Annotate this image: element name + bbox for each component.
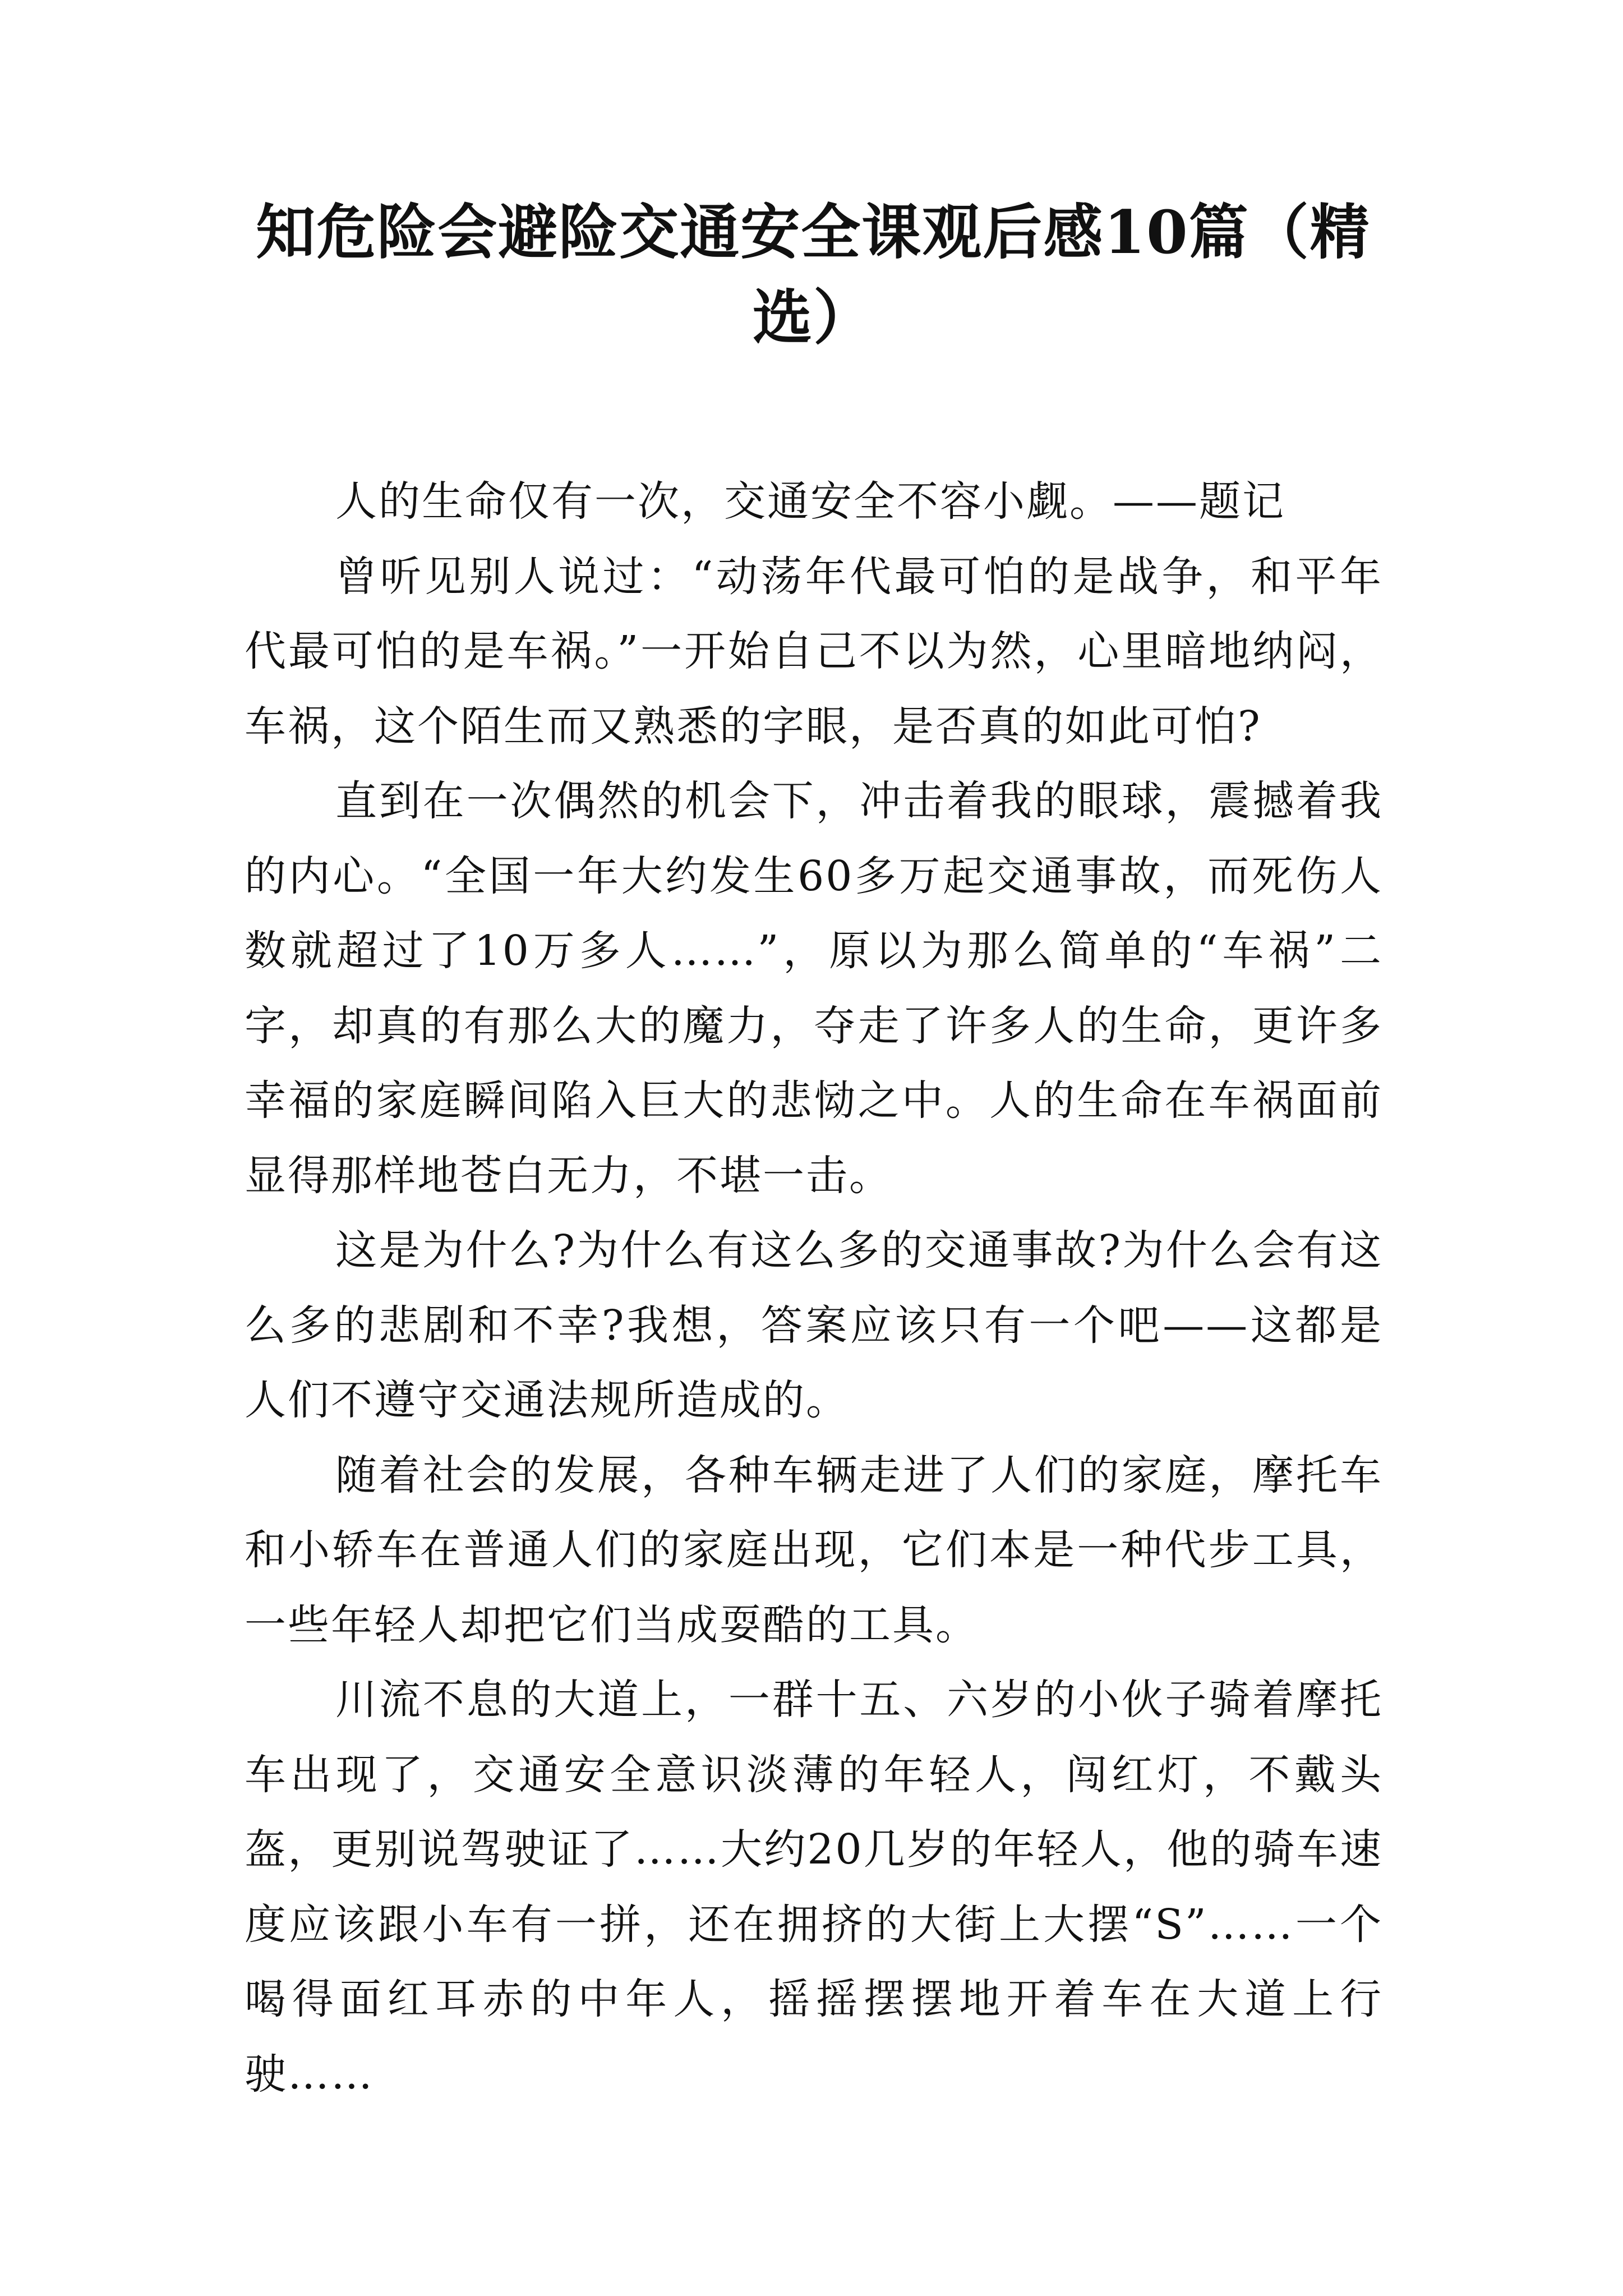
paragraph: 随着社会的发展，各种车辆走进了人们的家庭，摩托车和小轿车在普通人们的家庭出现，它们本是一种代步工具，一些年轻人却把它们当成耍酷的工具。 (245, 1451, 1383, 1649)
document-title: 知危险会避险交通安全课观后感10篇（精选） (256, 197, 1371, 352)
paragraph: 川流不息的大道上，一群十五、六岁的小伙子骑着摩托车出现了，交通安全意识淡薄的年轻人，闯红灯，不戴头盔，更别说驾驶证了……大约20几岁的年轻人，他的骑车速度应该跟小车有一拼，还在拥挤的大街上大摆“S”……一个喝得面红耳赤的中年人，摇摇摆摆地开着车在大道上行驶…… (245, 1676, 1383, 2099)
paragraph: 这是为什么?为什么有这么多的交通事故?为什么会有这么多的悲剧和不幸?我想，答案应该只有一个吧——这都是人们不遵守交通法规所造成的。 (245, 1226, 1383, 1424)
paragraph: 直到在一次偶然的机会下，冲击着我的眼球，震撼着我的内心。“全国一年大约发生60多万起交通事故，而死伤人数就超过了10万多人……”，原以为那么简单的“车祸”二字，却真的有那么大的魔力，夺走了许多人的生命，更许多幸福的家庭瞬间陷入巨大的悲恸之中。人的生命在车祸面前显得那样地苍白无力，不堪一击。 (245, 777, 1383, 1200)
paragraph: 曾听见别人说过：“动荡年代最可怕的是战争，和平年代最可怕的是车祸。”一开始自己不以为然，心里暗地纳闷，车祸，这个陌生而又熟悉的字眼，是否真的如此可怕? (245, 552, 1383, 751)
paragraph-epigraph: 人的生命仅有一次，交通安全不容小觑。——题记 (335, 477, 1285, 526)
document-body (245, 464, 1383, 2112)
